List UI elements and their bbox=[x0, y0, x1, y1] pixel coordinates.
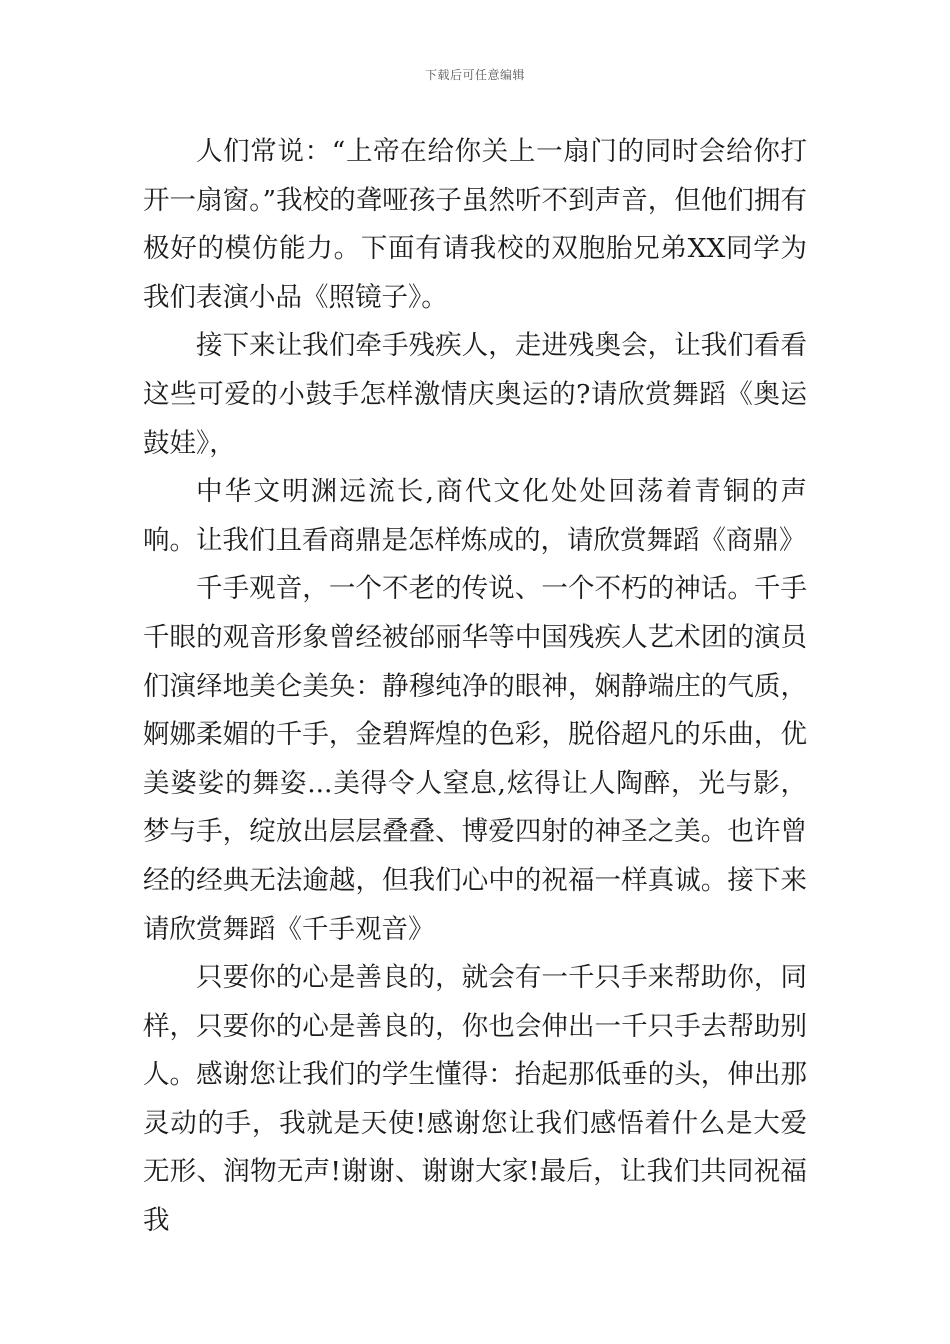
paragraph-closing-thanks: 只要你的心是善良的，就会有一千只手来帮助你，同样，只要你的心是善良的，你也会伸出一千只手去帮助别人。感谢您让我们的学生懂得：抬起那低垂的头，伸出那灵动的手，我就是天使!感谢您让我们感悟着什么是大爱无形、润物无声!谢谢、谢谢大家!最后，让我们共同祝福我 bbox=[143, 962, 807, 1237]
paragraph-olympic-drum-dance: 接下来让我们牵手残疾人，走进残奥会，让我们看看这些可爱的小鼓手怎样激情庆奥运的?请欣赏舞蹈《奥运鼓娃》， bbox=[143, 330, 807, 459]
paragraph-shang-ding-dance: 中华文明渊远流长,商代文化处处回荡着青铜的声响。让我们且看商鼎是怎样炼成的，请欣赏舞蹈《商鼎》 bbox=[143, 476, 807, 556]
document-body bbox=[143, 128, 807, 1246]
paragraph-mimicry-skit: 人们常说：“上帝在给你关上一扇门的同时会给你打开一扇窗。”我校的聋哑孩子虽然听不到声音，但他们拥有极好的模仿能力。下面有请我校的双胞胎兄弟XX同学为我们表演小品《照镜子》。 bbox=[143, 136, 807, 313]
paragraph-thousand-hand-guanyin: 千手观音，一个不老的传说、一个不朽的神话。千手千眼的观音形象曾经被邰丽华等中国残疾人艺术团的演员们演绎地美仑美奂：静穆纯净的眼神，娴静端庄的气质，婀娜柔媚的千手，金碧辉煌的色彩，脱俗超凡的乐曲，优美婆娑的舞姿...美得令人窒息,炫得让人陶醉，光与影，梦与手，绽放出层层叠叠、博爱四射的神圣之美。也许曾经的经典无法逾越，但我们心中的祝福一样真诚。接下来请欣赏舞蹈《千手观音》 bbox=[143, 573, 807, 945]
header-note: 下载后可任意编辑 bbox=[424, 68, 525, 82]
